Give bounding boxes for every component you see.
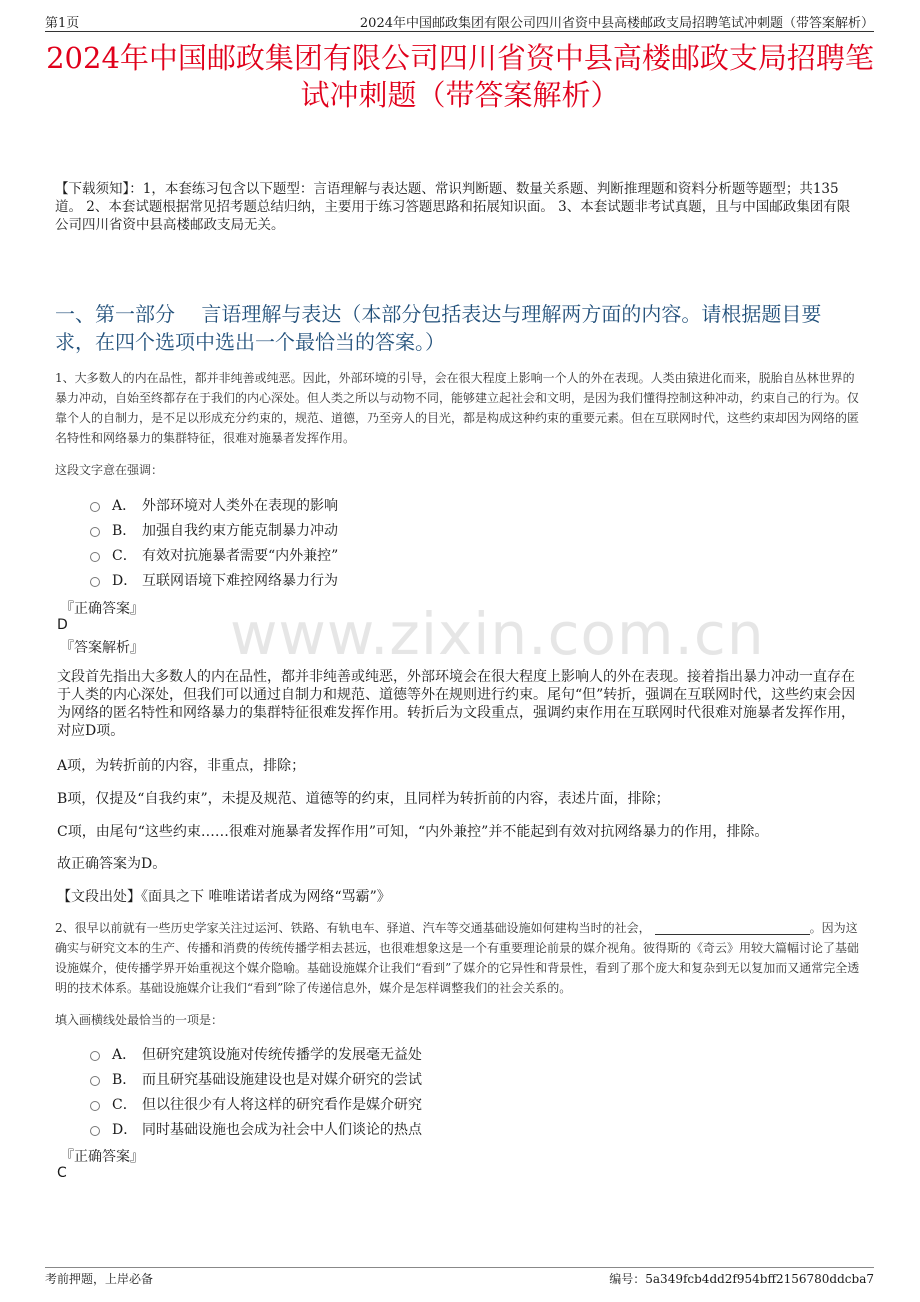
question-1-answer-label: 『正确答案』 bbox=[60, 601, 144, 617]
option-letter: B． bbox=[112, 522, 137, 539]
footer-divider bbox=[45, 1267, 874, 1268]
fill-in-blank bbox=[655, 922, 810, 935]
question-2-option-c[interactable] bbox=[90, 1091, 422, 1116]
question-2-answer-label: 『正确答案』 bbox=[60, 1149, 144, 1165]
radio-icon[interactable] bbox=[90, 1051, 100, 1061]
header-document-title: 2024年中国邮政集团有限公司四川省资中县高楼邮政支局招聘笔试冲刺题（带答案解析） bbox=[359, 16, 874, 31]
question-1-answer: D bbox=[57, 617, 68, 633]
question-2-passage bbox=[55, 918, 860, 998]
download-notice: 【下载须知】：1，本套练习包含以下题型：言语理解与表达题、常识判断题、数量关系题、判断推理题和资料分析题等题型；共135道。 2、本套试题根据常见招考题总结归纳，主要用于练习答题思路和拓展知识面。 3、本套试题非考试真题，且与中国邮政集团有限公司四川省资中县高楼邮政支局无关。 bbox=[55, 181, 851, 233]
option-letter: B． bbox=[112, 1071, 137, 1088]
question-2-option-a[interactable] bbox=[90, 1041, 422, 1066]
option-text: 加强自我约束方能克制暴力冲动 bbox=[142, 522, 338, 539]
page-title: 2024年中国邮政集团有限公司四川省资中县高楼邮政支局招聘笔试冲刺题（带答案解析） bbox=[46, 41, 874, 112]
question-1-option-c[interactable] bbox=[90, 542, 338, 567]
radio-icon[interactable] bbox=[90, 577, 100, 587]
option-letter: A． bbox=[112, 1046, 137, 1063]
radio-icon[interactable] bbox=[90, 1101, 100, 1111]
option-text: 但以往很少有人将这样的研究看作是媒介研究 bbox=[142, 1096, 422, 1113]
option-letter: D． bbox=[112, 572, 138, 589]
radio-icon[interactable] bbox=[90, 1126, 100, 1136]
question-1-option-c-note: C项，由尾句“这些约束……很难对施暴者发挥作用”可知，“内外兼控”并不能起到有效对抗网络暴力的作用，排除。 bbox=[57, 824, 769, 840]
footer-slogan: 考前押题，上岸必备 bbox=[45, 1272, 154, 1286]
radio-icon[interactable] bbox=[90, 552, 100, 562]
question-1-option-d[interactable] bbox=[90, 567, 338, 592]
footer-document-id: 编号：5a349fcb4dd2f954bff2156780ddcba7 bbox=[609, 1272, 874, 1286]
question-1-source: 【文段出处】《面具之下 唯唯诺诺者成为网络“骂霸”》 bbox=[57, 889, 391, 905]
option-letter: D． bbox=[112, 1121, 138, 1138]
question-1-prompt: 这段文字意在强调： bbox=[55, 463, 164, 477]
radio-icon[interactable] bbox=[90, 502, 100, 512]
question-1-passage: 1、大多数人的内在品性，都并非纯善或纯恶。因此，外部环境的引导，会在很大程度上影响一个人的外在表现。人类由猿进化而来，脱胎自丛林世界的暴力冲动，自始至终都存在于我们的内心深处。但人类之所以与动物不同，能够建立起社会和文明，是因为我们懂得控制这种冲动，约束自己的行为。仅靠个人的自制力，是不足以形成充分约束的，规范、道德，乃至旁人的目光，都是构成这种约束的重要元素。但在互联网时代，这些约束却因为网络的匿名特性和网络暴力的集群特征，很难对施暴者发挥作用。 bbox=[55, 371, 860, 445]
question-1-option-a-note: A项，为转折前的内容，非重点，排除； bbox=[57, 758, 306, 774]
header-page-number: 第1页 bbox=[45, 16, 80, 31]
question-1-analysis: 文段首先指出大多数人的内在品性，都并非纯善或纯恶，外部环境会在很大程度上影响人的外在表现。接着指出暴力冲动一直存在于人类的内心深处，但我们可以通过自制力和规范、道德等外在规则进行约束。尾句“但”转折，强调在互联网时代，这些约束会因为网络的匿名特性和网络暴力的集群特征很难发挥作用。转折后为文段重点，强调约束作用在互联网时代很难对施暴者发挥作用，对应D项。 bbox=[57, 669, 856, 739]
question-1-analysis-label: 『答案解析』 bbox=[60, 640, 144, 656]
watermark: www.zixin.com.cn bbox=[230, 600, 765, 668]
option-letter: A． bbox=[112, 497, 137, 514]
question-1-option-b[interactable] bbox=[90, 517, 338, 542]
header-divider bbox=[45, 31, 874, 32]
question-1-conclusion: 故正确答案为D。 bbox=[57, 856, 167, 872]
question-1-options bbox=[90, 492, 338, 592]
option-text: 互联网语境下难控网络暴力行为 bbox=[142, 572, 338, 589]
question-1-option-b-note: B项，仅提及“自我约束”，未提及规范、道德等的约束，且同样为转折前的内容，表述片面，排除； bbox=[57, 791, 670, 807]
option-letter: C． bbox=[112, 547, 137, 564]
section-heading: 一、第一部分 言语理解与表达（本部分包括表达与理解两方面的内容。请根据题目要求，在四个选项中选出一个最恰当的答案。） bbox=[55, 302, 822, 354]
question-2-answer: C bbox=[57, 1165, 67, 1181]
option-text: 但研究建筑设施对传统传播学的发展毫无益处 bbox=[142, 1046, 422, 1063]
option-text: 同时基础设施也会成为社会中人们谈论的热点 bbox=[142, 1121, 422, 1138]
option-text: 有效对抗施暴者需要“内外兼控” bbox=[142, 547, 339, 564]
radio-icon[interactable] bbox=[90, 527, 100, 537]
question-2-options bbox=[90, 1041, 422, 1141]
question-2-passage-end: 。因为这确实与研究文本的生产、传播和消费的传统传播学相去甚远，也很难想象这是一个有重要理论前景的媒介视角。彼得斯的《奇云》用较大篇幅讨论了基础设施媒介，使传播学界开始重视这个媒介隐喻。基础设施媒介让我们“看到”了媒介的它异性和背景性，看到了那个庞大和复杂到无以复加而又通常完全透明的技术体系。基础设施媒介让我们“看到”除了传递信息外，媒介是怎样调整我们的社会关系的。 bbox=[55, 921, 860, 995]
radio-icon[interactable] bbox=[90, 1076, 100, 1086]
question-2-passage-start: 2、很早以前就有一些历史学家关注过运河、铁路、有轨电车、驿道、汽车等交通基础设施如何建构当时的社会， bbox=[55, 921, 651, 935]
option-text: 外部环境对人类外在表现的影响 bbox=[142, 497, 338, 514]
option-text: 而且研究基础设施建设也是对媒介研究的尝试 bbox=[142, 1071, 422, 1088]
option-letter: C． bbox=[112, 1096, 137, 1113]
question-2-prompt: 填入画横线处最恰当的一项是： bbox=[55, 1013, 224, 1027]
question-2-option-d[interactable] bbox=[90, 1116, 422, 1141]
question-2-option-b[interactable] bbox=[90, 1066, 422, 1091]
question-1-option-a[interactable] bbox=[90, 492, 338, 517]
